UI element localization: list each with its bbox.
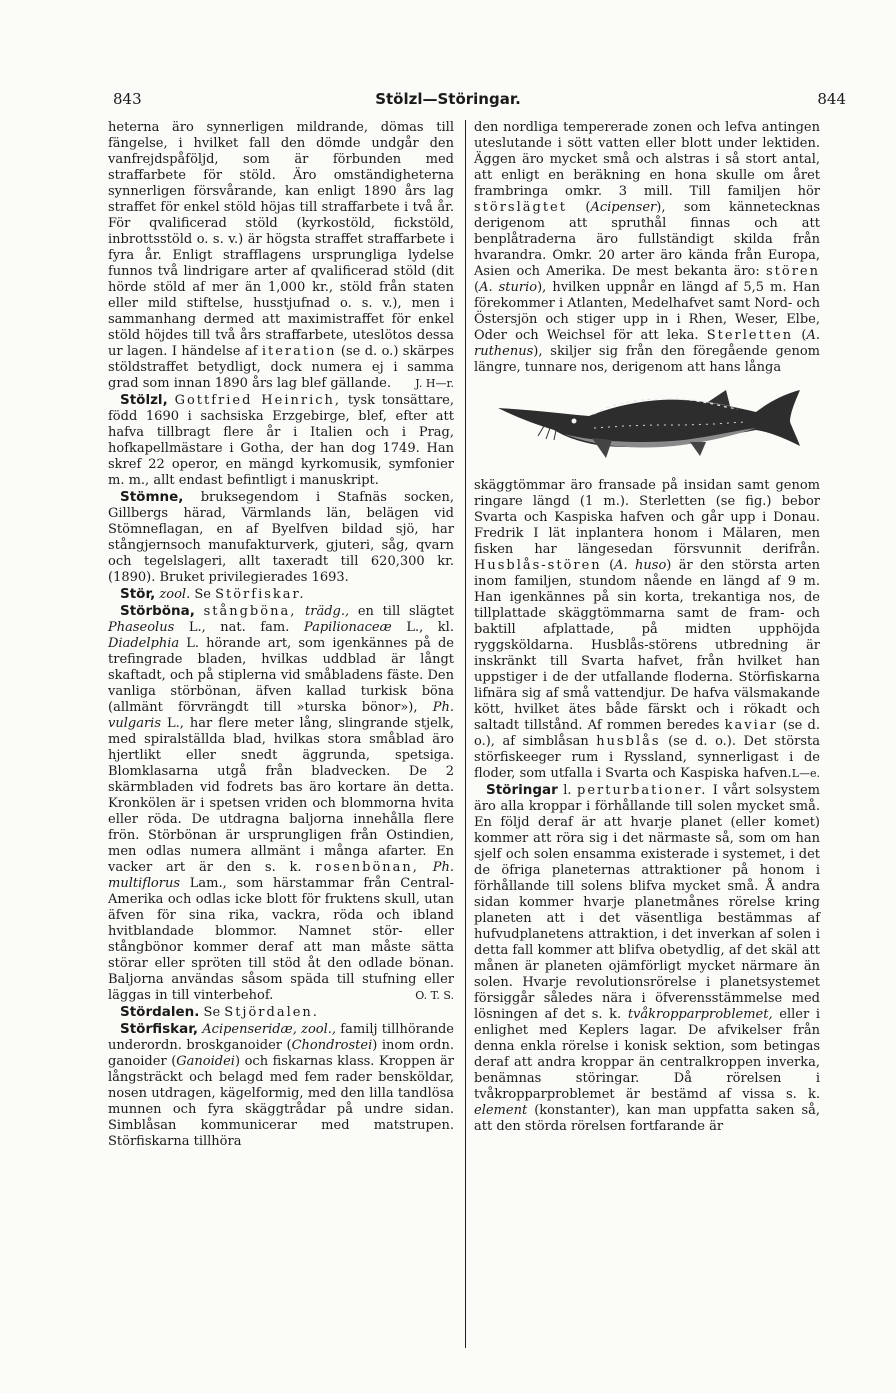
headword: Störingar [486,782,558,798]
entry-stomne: Stömne, bruksegendom i Stafnäs socken, Gillbergs härad, Värmlands län, belägen vid Stömneflagan, en af Byelfven bildad sjö, har stångjernsoch manufakturverk, gjuteri, såg, qvarn och tegelslageri, allt taxeradt till 620,300 kr. (1890). Bruket privilegierades 1693. [108,489,454,585]
page-header [0,90,896,112]
headword: Störböna, [120,603,195,619]
entry-stolzl: Stölzl, Gottfried Heinrich, tysk tonsättare, född 1690 i sachsiska Erzgebirge, blef, efter att hafva tillbragt flere år i Italien och i Prag, hofkapellmästare i Gotha, der han dog 1749. Han skref 22 operor, en mängd kyrkomusik, symfonier m. m., allt endast befintligt i manuskript. [108,392,454,488]
author-signature: O. T. S. [415,989,454,1002]
entry-stold-continuation: heterna äro synnerligen mildrande, dömas till fängelse, i hvilket fall den dömde undgår den vanfrejdspåföljd, som är förbunden med straffarbete för stöld. Äro omständigheterna synnerligen försvårande, kan enligt 1890 års lag straffet för enkel stöld höjas till straffarbete i två år. För qvalificerad stöld (kyrkostöld, fickstöld, inbrottsstöld o. s. v.) är högsta straffet straffarbete i fyra år. Enligt strafflagens ursprungliga lydelse funnos två lindrigare arter af qvalificerad stöld (dit hörde stöld af mer än 1,000 kr., stöld från staten eller mild stiftelse, husstjufnad o. s. v.), men i sammanhang dermed att maximistraffet för enkel stöld höjdes till två års straffarbete, uteslötos dessa ur lagen. I händelse af iteration (se d. o.) skärpes stöldstraffet betydligt, dock numera ej i samma grad som innan 1890 års lag blef gällande. J. H—r. [108,120,455,391]
running-title: Stölzl—Störingar. [375,90,521,108]
fish-eye [572,419,577,424]
left-column [108,120,454,1150]
fish-pectoral-fin [592,438,612,458]
author-signature: L—e. [791,767,820,780]
entry-stordalen: Stördalen. Se Stjördalen. [120,1004,319,1020]
fish-pelvic-fin [690,442,706,456]
headword: Stör, [120,586,156,602]
sterlet-illustration [494,384,804,470]
entry-stor: Stör, zool. Se Störfiskar. [120,586,306,602]
storfiskar-continuation: den nordliga tempererade zonen och lefva antingen uteslutande i sött vatten eller blott under lektiden. Äggen äro mycket små och alstras i så stort antal, att enligt en beräkning en hona skulle om året frambringa omkr. 3 mill. Till familjen hör störslägtet (Acipenser), som kännetecknas derigenom att spruthål finnas och att benplåtraderna äro fullständigt skilda från hvarandra. Omkr. 20 arter äro kända från Europa, Asien och Amerika. De mest bekanta äro: stören (A. sturio), hvilken uppnår en längd af 5,5 m. Han förekommer i Atlanten, Medelhafvet samt Nord- och Östersjön och stiger upp in i Rhen, Weser, Elbe, Oder och Weichsel för att leka. Sterletten (A. ruthenus), skiljer sig från den föregående genom längre, tunnare nos, derigenom att hans långa [474,120,820,375]
column-divider [465,120,466,1348]
headword: Stördalen. [120,1004,200,1020]
right-column [474,120,820,1135]
author-signature: J. H—r. [415,377,454,390]
entry-storingar: Störingar l. perturbationer. I vårt solsystem äro alla kroppar i förhållande till solen mycket små. En följd deraf är att hvarje planet (eller komet) kommer att röra sig i det närmaste så, som om han sjelf och solen ensamma existerade i systemet, i det de öfriga planeternas attraktioner på honom i förhållande till solens blifva mycket små. Å andra sidan kommer hvarje planetmånes rörelse kring planeten att i det väsentliga bestämmas af hufvudplanetens attraktion, i det inverkan af solen i detta fall kommer att blifva obetydlig, af det skäl att månen är planeten ojämförligt mycket närmare än solen. Hvarje revolutionsrörelse i planetsystemet försiggår således nära i öfverensstämmelse med lösningen af det s. k. tvåkropparproblemet, eller i enlighet med Keplers lagar. De afvikelser från denna enkla rörelse i konisk sektion, som betingas deraf att andra kroppar än centralkroppen inverka, benämnas störingar. Då rörelsen i tvåkropparproblemet är bestämd af vissa s. k. element (konstanter), kan man uppfatta saken så, att den störda rörelsen fortfarande är [474,782,820,1134]
entry-storbona: Störböna, stångböna, trädg., en till slägtet Phaseolus L., nat. fam. Papilionaceæ L., kl. Diadelphia L. hörande art, som igenkännes på de trefingrade bladen, hvilkas uddblad är långt skaftadt, och på stiplerna vid småbladens fäste. Den vanliga störbönan, äfven kallad turkisk böna (allmänt förvrängdt till »turska bönor»), Ph. vulgaris L., har flere meter lång, slingrande stjelk, med spiralställda blad, hvilkas stora småblad äro hjertlikt eller snedt äggrunda, spetsiga. Blomklasarna utgå från bladvecken. De 2 skärmbladen vid fodrets bas äro kortare än detta. Kronkölen är i spetsen vriden och blommorna hvita eller röda. De utdragna baljorna innehålla flere frön. Störbönan är ursprungligen från Ostindien, men odlas numera allmänt i många afarter. En vacker art är den s. k. rosenbönan, Ph. multiflorus Lam., som härstammar från Central-Amerika och odlas icke blott för fruktens skull, utan äfven för sina rika, vackra, röda och ibland hvitblandade blommor. Namnet stör- eller stångbönor kommer deraf att man måste sätta störar eller spröten till stöd åt den odlade bönan. Baljorna användas såsom späda till stufning eller läggas in till vinterbehof. O. T. S. [108,603,454,1003]
sterlet-continuation: skäggtömmar äro fransade på insidan samt genom ringare längd (1 m.). Sterletten (se fig.) bebor Svarta och Kaspiska hafven och går upp i Donau. Fredrik I lät inplantera honom i Mälaren, men fisken har längesedan försvunnit derifrån. Husblås-stören (A. huso) är den största arten inom familjen, stundom nående en längd af 9 m. Han igenkännes på sin korta, trekantiga nos, de tillplattade skäggtömmarna samt de fram- och baktill afplattade, på midten upphöjda ryggsköldarna. Husblås-störens utbredning är inskränkt till Svarta hafvet, från hvilket han uppstiger i de der utfallande floderna. Störfiskarna lifnära sig af små vattendjur. De hafva välsmakande kött, hvilket ätes både färskt och i rökadt och saltadt tillstånd. Af rommen beredes kaviar (se d. o.), af simblåsan husblås (se d. o.). Det största störfiskeeger rum i Ryssland, synnerligast i de floder, som utfalla i Svarta och Kaspiska hafven. L—e. [474,478,820,781]
entry-storfiskar: Störfiskar, Acipenseridæ, zool., familj tillhörande underordn. broskganoider (Chondrostei) inom ordn. ganoider (Ganoidei) och fiskarnas klass. Kroppen är långsträckt och belagd med fem rader bensköldar, nosen utdragen, kägelformig, med den lilla tandlösa munnen och fyra skäggtrådar på undre sidan. Simblåsan kommunicerar med matstrupen. Störfiskarna tillhöra [108,1021,455,1149]
page-number-right: 844 [817,90,846,108]
fish-body [498,390,800,447]
headword: Stömne, [120,489,184,505]
headword: Stölzl, [120,392,168,408]
page-number-left: 843 [113,90,142,108]
headword: Störfiskar, [120,1021,199,1037]
